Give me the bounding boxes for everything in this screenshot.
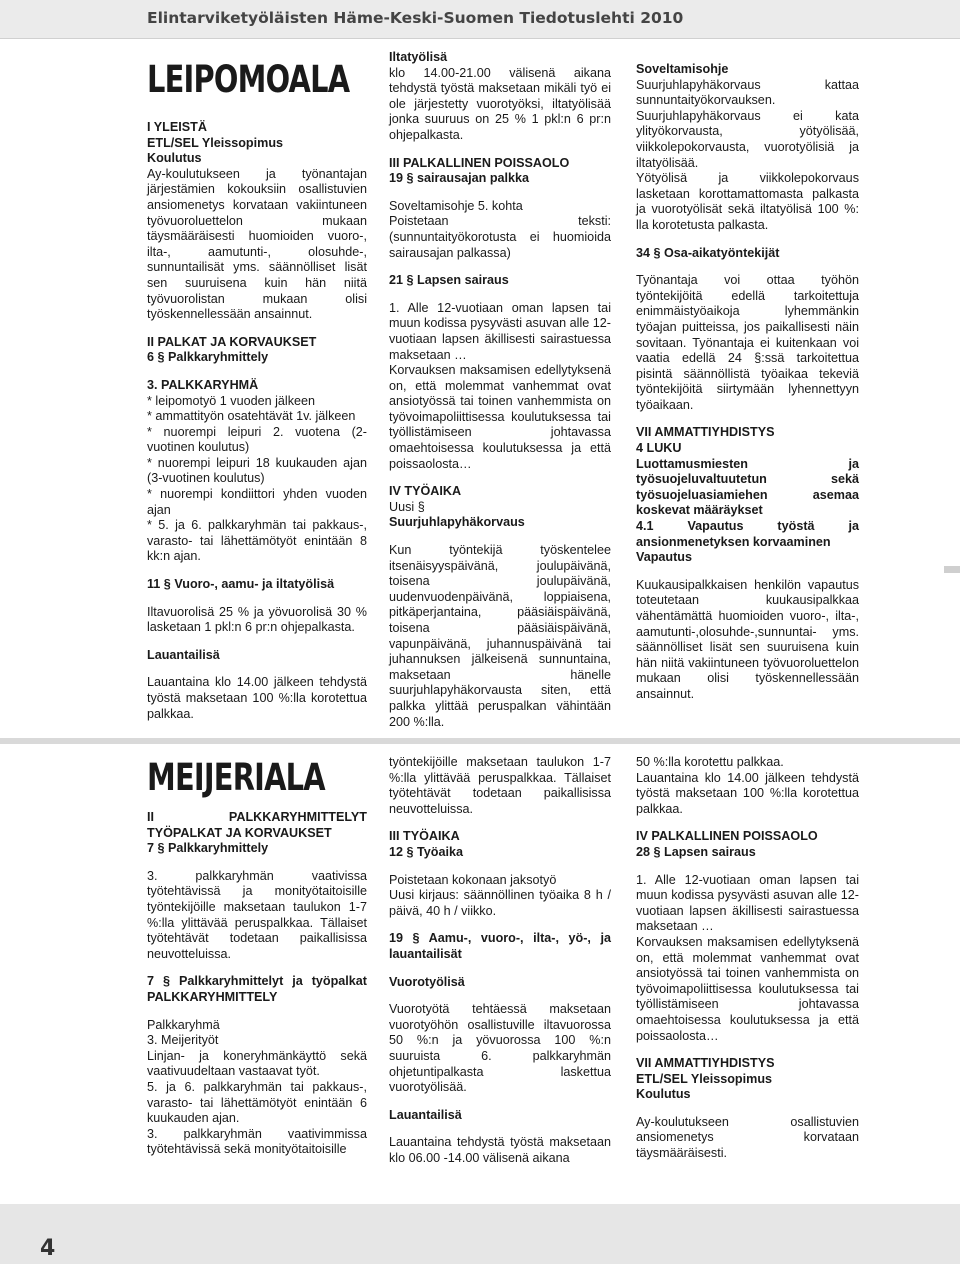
body-paragraph: Korvauksen maksamisen edellytyksenä on, että molemmat vanhemmat ovat ansiotyössä tai toinen vanhemmista on työvoimapoliittisessa koulutuksessa tai työllistämiseen johtavassa omaehtoisessa koulutuksessa ja että poissaolosta…: [389, 363, 611, 471]
body-paragraph: Kun työntekijä työskentelee itsenäisyyspäivänä, joulupäivänä, toisena joulupäivänä, uudenvuodenpäivänä, loppiaisena, pitkäperjantaina, pääsiäispäivänä, toisena pääsiäispäivänä, vapunpäivänä, juhannuspäivänä tai juhannuksen jälkeisenä sunnuntaina, maksetaan hänelle suurjuhlapyhäkorvausta siten, että palkka ylittää peruspalkan vähintään 200 %:lla.: [389, 543, 611, 729]
section-heading: 3. PALKKARYHMÄ: [147, 377, 259, 392]
body-paragraph: Työnantaja voi ottaa työhön työntekijöitä edellä tarkoitettuja enimmäistyöaikoja lyhemmänkin työajan puitteissa, jos paikallisesti näin sovitaan. Työnantaja ei kuitenkaan voi vaatia edellä 24 §:ssä tarkoitettua pisintä säännöllistä työaikaa tekeviä työntekijöitä siirtymään lyhennettyyn työaikaan.: [636, 273, 859, 412]
side-marker: [944, 566, 960, 573]
section-heading: 21 § Lapsen sairaus: [389, 273, 509, 288]
section-heading: 7 § Palkkaryhmittelyt ja työpalkat PALKKARYHMITTELY: [147, 974, 367, 1004]
body-paragraph: Lauantaina klo 14.00 jälkeen tehdystä työstä maksetaan 100 %:lla korotettua palkkaa.: [147, 675, 367, 721]
section-heading: Koulutus: [636, 1087, 691, 1102]
footer-bar: [0, 1204, 960, 1264]
section-divider: [0, 738, 960, 744]
section-heading: III TYÖAIKA: [389, 829, 460, 844]
body-paragraph: * ammattityön osatehtävät 1v. jälkeen: [147, 409, 356, 424]
body-paragraph: * nuorempi leipuri 2. vuotena (2-vuotinen koulutus): [147, 424, 367, 455]
section-heading: Lauantailisä: [147, 647, 220, 662]
section-heading: 4.1 Vapautus työstä ja ansionmenetyksen korvaaminen: [636, 519, 859, 549]
body-paragraph: Linjan- ja koneryhmänkäyttö sekä vaativuudeltaan vastaavat työt.: [147, 1048, 367, 1079]
page-number: 4: [40, 1236, 56, 1261]
section-title-meijeri: MEIJERIALA: [147, 756, 325, 799]
section-heading: 19 § Aamu-, vuoro-, ilta-, yö-, ja lauantailisät: [389, 931, 611, 961]
section-heading: IV PALKALLINEN POISSAOLO: [636, 829, 818, 844]
header-bar: [0, 0, 960, 39]
section-heading: 34 § Osa-aikatyöntekijät: [636, 245, 780, 260]
section-heading: 7 § Palkkaryhmittely: [147, 841, 269, 856]
section-heading: III PALKALLINEN POISSAOLO: [389, 155, 570, 170]
section-heading: Suurjuhlapyhäkorvaus: [389, 515, 525, 530]
body-paragraph: Vuorotyötä tehtäessä maksetaan vuorotyöhön osallistuville iltavuorossa 50 %:n ja yövuorossa 100 %:n suuruista 6. palkkaryhmän ohjetuntipalkasta laskettua vuorotyölisää.: [389, 1002, 611, 1095]
body-paragraph: työntekijöille maksetaan taulukon 1-7 %:lla ylittävää peruspalkkaa. Tällaiset työtehtävät todetaan paikallisissa neuvotteluissa.: [389, 755, 611, 816]
body-paragraph: 3. palkkaryhmän vaativimmissa työtehtävissä sekä monityötaitoisille: [147, 1126, 367, 1157]
section-title-leipomo: LEIPOMOALA: [147, 58, 350, 101]
body-paragraph: 1. Alle 12-vuotiaan oman lapsen tai muun kodissa pysyvästi asuvan alle 12-vuotiaan lapsen äkillisesti sairastuessa maksetaan …: [636, 872, 859, 934]
section-heading: VII AMMATTIYHDISTYS: [636, 425, 775, 440]
body-paragraph: 5. ja 6. palkkaryhmän tai pakkaus-, varasto- tai lähettämötyöt enintään 6 kuukauden ajan.: [147, 1079, 367, 1126]
body-paragraph: 3. palkkaryhmän vaativissa työtehtävissä ja monityötaitoisille työntekijöille maksetaan taulukon 1-7 %:lla ylittävää peruspalkkaa. Tällaiset työtehtävät todetaan paikallisissa neuvotteluissa.: [147, 868, 367, 961]
section-heading: 12 § Työaika: [389, 844, 463, 859]
section-heading: 6 § Palkkaryhmittely: [147, 350, 269, 365]
section-heading: 4 LUKU: [636, 441, 682, 456]
leipomo-column-2: [389, 50, 611, 730]
body-paragraph: * 5. ja 6. palkkaryhmän tai pakkaus-, varasto- tai lähettämötyöt enintään 8 kk:n ajan.: [147, 518, 367, 564]
section-heading: ETL/SEL Yleissopimus: [147, 135, 284, 150]
body-paragraph: Lauantaina tehdystä työstä maksetaan klo 06.00 -14.00 välisenä aikana: [389, 1135, 611, 1165]
meijeri-column-1: [147, 810, 367, 1158]
section-heading: 19 § sairausajan palkka: [389, 171, 530, 186]
section-heading: Vapautus: [636, 550, 692, 565]
body-paragraph: Suurjuhlapyhäkorvaus kattaa sunnuntaityökorvauksen. Suurjuhlapyhäkorvaus ei kata ylityökorvausta, yötyölisää, viikkolepokorvausta, vuorotyölisiä ja iltatyölisää.: [636, 77, 859, 170]
body-paragraph: Uusi §: [389, 499, 425, 514]
body-paragraph: Poistetaan teksti: (sunnuntaityökorotusta ei huomioida sairausajan palkassa): [389, 214, 611, 260]
body-paragraph: * nuorempi leipuri 18 kuukauden ajan (3-vuotinen koulutus): [147, 455, 367, 486]
meijeri-column-2: [389, 755, 611, 1166]
body-paragraph: 50 %:lla korotettu palkkaa.: [636, 755, 784, 769]
section-heading: ETL/SEL Yleissopimus: [636, 1071, 773, 1086]
body-paragraph: Poistetaan kokonaan jaksotyö: [389, 872, 557, 887]
section-heading: Lauantailisä: [389, 1107, 462, 1122]
leipomo-column-1: [147, 120, 367, 722]
section-heading: I YLEISTÄ: [147, 120, 207, 134]
body-paragraph: 1. Alle 12-vuotiaan oman lapsen tai muun kodissa pysyvästi asuvan alle 12-vuotiaan lapsen äkillisesti sairastuessa maksetaan …: [389, 300, 611, 362]
section-heading: Soveltamisohje: [636, 62, 729, 76]
body-paragraph: Ay-koulutukseen osallistuvien ansiomenetys korvataan täysmääräisesti.: [636, 1114, 859, 1161]
body-paragraph: Soveltamisohje 5. kohta: [389, 198, 523, 213]
meijeri-title-wrap: [147, 758, 377, 798]
body-paragraph: Lauantaina klo 14.00 jälkeen tehdystä työstä maksetaan 100 %:lla korotettua palkkaa.: [636, 770, 859, 816]
body-paragraph: klo 14.00-21.00 välisenä aikana tehdystä työstä maksetaan mikäli työ ei ole järjestetty vuorotyöksi, iltatyölisää jonka suuruus on 25 % 1 pkl:n 6 pr:n ohjepalkasta.: [389, 65, 611, 142]
section-heading: Luottamusmiesten ja työsuojeluvaltuutetun sekä työsuojeluasiamiehen asemaa koskevat määräykset: [636, 456, 859, 518]
body-paragraph: 3. Meijerityöt: [147, 1033, 219, 1048]
section-heading: Vuorotyölisä: [389, 974, 465, 989]
section-heading: 11 § Vuoro-, aamu- ja iltatyölisä: [147, 577, 335, 592]
body-paragraph: Yötyölisä ja viikkolepokorvaus lasketaan korottamattomasta palkasta ja vuorotyölisät sekä iltatyölisä 100 %: lla korotetusta palkasta.: [636, 171, 859, 232]
meijeri-column-3: [636, 755, 859, 1162]
section-heading: II PALKAT JA KORVAUKSET: [147, 334, 317, 349]
section-heading: Iltatyölisä: [389, 50, 448, 64]
body-paragraph: * nuorempi kondiittori yhden vuoden ajan: [147, 487, 367, 517]
body-paragraph: Ay-koulutukseen ja työnantajan järjestämien kokouksiin osallistuvien ansiomenetys korvataan vakiintuneen työvuoroluettelon mukaan täysmääräisesti huomioiden vuoro-, ilta-, aamutunti-, olosuhde-, sunnuntailisät yms. säännölliset lisät sen suuruisena kuin hän niitä työvuorolistan mukaan olisi työskennellessään ansainnut.: [147, 166, 367, 322]
section-heading: IV TYÖAIKA: [389, 484, 462, 499]
body-paragraph: Korvauksen maksamisen edellytyksenä on, että molemmat vanhemmat ovat ansiotyössä tai toinen vanhemmista on työvoimapoliittisessa koulutuksessa tai työllistämiseen johtavassa omaehtoisessa koulutuksessa ja että poissaolosta…: [636, 934, 859, 1043]
section-heading: 28 § Lapsen sairaus: [636, 844, 756, 859]
leipomo-title-wrap: [147, 60, 377, 100]
leipomo-column-3: [636, 62, 859, 703]
body-paragraph: Uusi kirjaus: säännöllinen työaika 8 h / päivä, 40 h / viikko.: [389, 888, 611, 918]
section-heading: II PALKKARYHMITTELYT TYÖPALKAT JA KORVAUKSET: [147, 810, 367, 840]
body-paragraph: Palkkaryhmä: [147, 1017, 220, 1032]
body-paragraph: Iltavuorolisä 25 % ja yövuorolisä 30 % lasketaan 1 pkl:n 6 pr:n ohjepalkasta.: [147, 604, 367, 635]
body-paragraph: Kuukausipalkkaisen henkilön vapautus toteutetaan kuukausipalkkaa vähentämättä huomioiden vuoro-, ilta-, aamutunti-,olosuhde-,sunnuntai- yms. säännölliset lisät sen suuruisena kuin hän niitä vakiintuneen työvuoroluettelon mukaan olisi työskennellessään ansainnut.: [636, 577, 859, 701]
section-heading: VII AMMATTIYHDISTYS: [636, 1056, 775, 1071]
body-paragraph: * leipomotyö 1 vuoden jälkeen: [147, 393, 316, 408]
publication-title: Elintarviketyöläisten Häme-Keski-Suomen Tiedotuslehti 2010: [147, 9, 684, 27]
section-heading: Koulutus: [147, 151, 202, 166]
